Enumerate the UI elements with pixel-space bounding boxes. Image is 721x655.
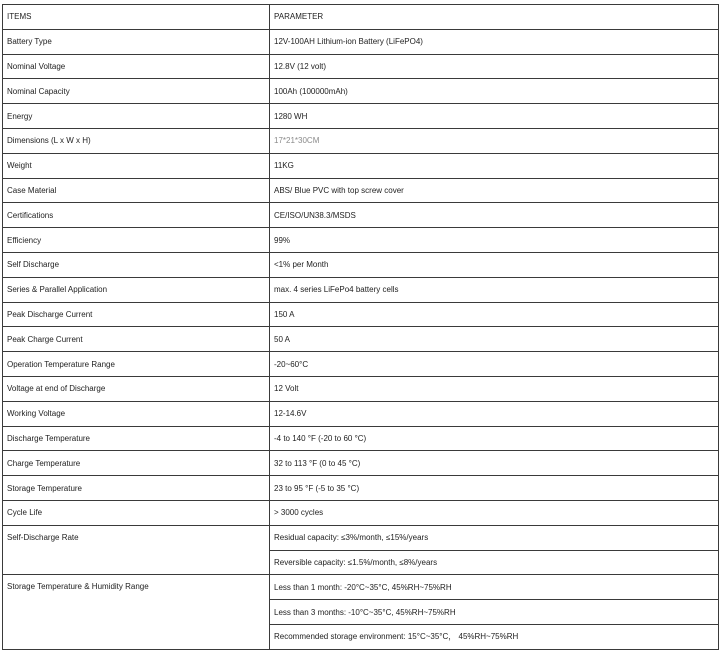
item-cell: Charge Temperature xyxy=(3,451,270,476)
value-cell: 12.8V (12 volt) xyxy=(270,54,719,79)
value-cell: 100Ah (100000mAh) xyxy=(270,79,719,104)
table-row xyxy=(3,104,719,129)
table-row xyxy=(3,277,719,302)
value-cell: 12-14.6V xyxy=(270,401,719,426)
table-row xyxy=(3,376,719,401)
table-row xyxy=(3,500,719,525)
item-cell: Self Discharge xyxy=(3,252,270,277)
item-cell: Voltage at end of Discharge xyxy=(3,376,270,401)
item-cell: Working Voltage xyxy=(3,401,270,426)
table-row xyxy=(3,476,719,501)
value-cell: 99% xyxy=(270,228,719,253)
value-cell: -20~60°C xyxy=(270,352,719,377)
value-cell: 23 to 95 °F (-5 to 35 °C) xyxy=(270,476,719,501)
value-cell: ABS/ Blue PVC with top screw cover xyxy=(270,178,719,203)
value-cell: 17*21*30CM xyxy=(270,128,719,153)
value-cell: Less than 3 months: -10°C~35°C, 45%RH~75%RH xyxy=(270,600,719,625)
table-row xyxy=(3,79,719,104)
item-cell: Dimensions (L x W x H) xyxy=(3,128,270,153)
item-cell: Cycle Life xyxy=(3,500,270,525)
item-cell: Nominal Capacity xyxy=(3,79,270,104)
table-row xyxy=(3,29,719,54)
table-row xyxy=(3,327,719,352)
table-row xyxy=(3,401,719,426)
value-cell: <1% per Month xyxy=(270,252,719,277)
value-cell: 50 A xyxy=(270,327,719,352)
item-cell: Storage Temperature & Humidity Range xyxy=(3,575,270,649)
item-cell: Series & Parallel Application xyxy=(3,277,270,302)
item-cell: Nominal Voltage xyxy=(3,54,270,79)
item-cell: Operation Temperature Range xyxy=(3,352,270,377)
value-cell: 12V-100AH Lithium-ion Battery (LiFePO4) xyxy=(270,29,719,54)
table-row xyxy=(3,451,719,476)
value-cell: > 3000 cycles xyxy=(270,500,719,525)
table-header-row xyxy=(3,5,719,30)
table-row xyxy=(3,128,719,153)
item-cell: Self-Discharge Rate xyxy=(3,525,270,575)
value-cell: Residual capacity: ≤3%/month, ≤15%/years xyxy=(270,525,719,550)
value-cell: 150 A xyxy=(270,302,719,327)
table-row xyxy=(3,426,719,451)
value-cell: max. 4 series LiFePo4 battery cells xyxy=(270,277,719,302)
table-row xyxy=(3,575,719,600)
value-cell: -4 to 140 °F (-20 to 60 °C) xyxy=(270,426,719,451)
table-row xyxy=(3,54,719,79)
table-row xyxy=(3,352,719,377)
table-row xyxy=(3,178,719,203)
item-cell: Peak Charge Current xyxy=(3,327,270,352)
table-row xyxy=(3,153,719,178)
item-cell: Discharge Temperature xyxy=(3,426,270,451)
table-row xyxy=(3,203,719,228)
table-row xyxy=(3,252,719,277)
value-cell: 1280 WH xyxy=(270,104,719,129)
item-cell: Energy xyxy=(3,104,270,129)
value-cell: 32 to 113 °F (0 to 45 °C) xyxy=(270,451,719,476)
parameter-header: PARAMETER xyxy=(270,5,719,30)
table-row xyxy=(3,228,719,253)
item-cell: Battery Type xyxy=(3,29,270,54)
value-cell: CE/ISO/UN38.3/MSDS xyxy=(270,203,719,228)
items-header: ITEMS xyxy=(3,5,270,30)
item-cell: Weight xyxy=(3,153,270,178)
value-cell: 12 Volt xyxy=(270,376,719,401)
table-row xyxy=(3,525,719,550)
specifications-table xyxy=(2,4,719,650)
item-cell: Storage Temperature xyxy=(3,476,270,501)
value-cell: Reversible capacity: ≤1.5%/month, ≤8%/years xyxy=(270,550,719,575)
table-row xyxy=(3,302,719,327)
item-cell: Case Material xyxy=(3,178,270,203)
value-cell: Recommended storage environment: 15°C~35°C， 45%RH~75%RH xyxy=(270,624,719,649)
value-cell: 11KG xyxy=(270,153,719,178)
value-cell: Less than 1 month: -20°C~35°C, 45%RH~75%RH xyxy=(270,575,719,600)
item-cell: Efficiency xyxy=(3,228,270,253)
item-cell: Certifications xyxy=(3,203,270,228)
item-cell: Peak Discharge Current xyxy=(3,302,270,327)
